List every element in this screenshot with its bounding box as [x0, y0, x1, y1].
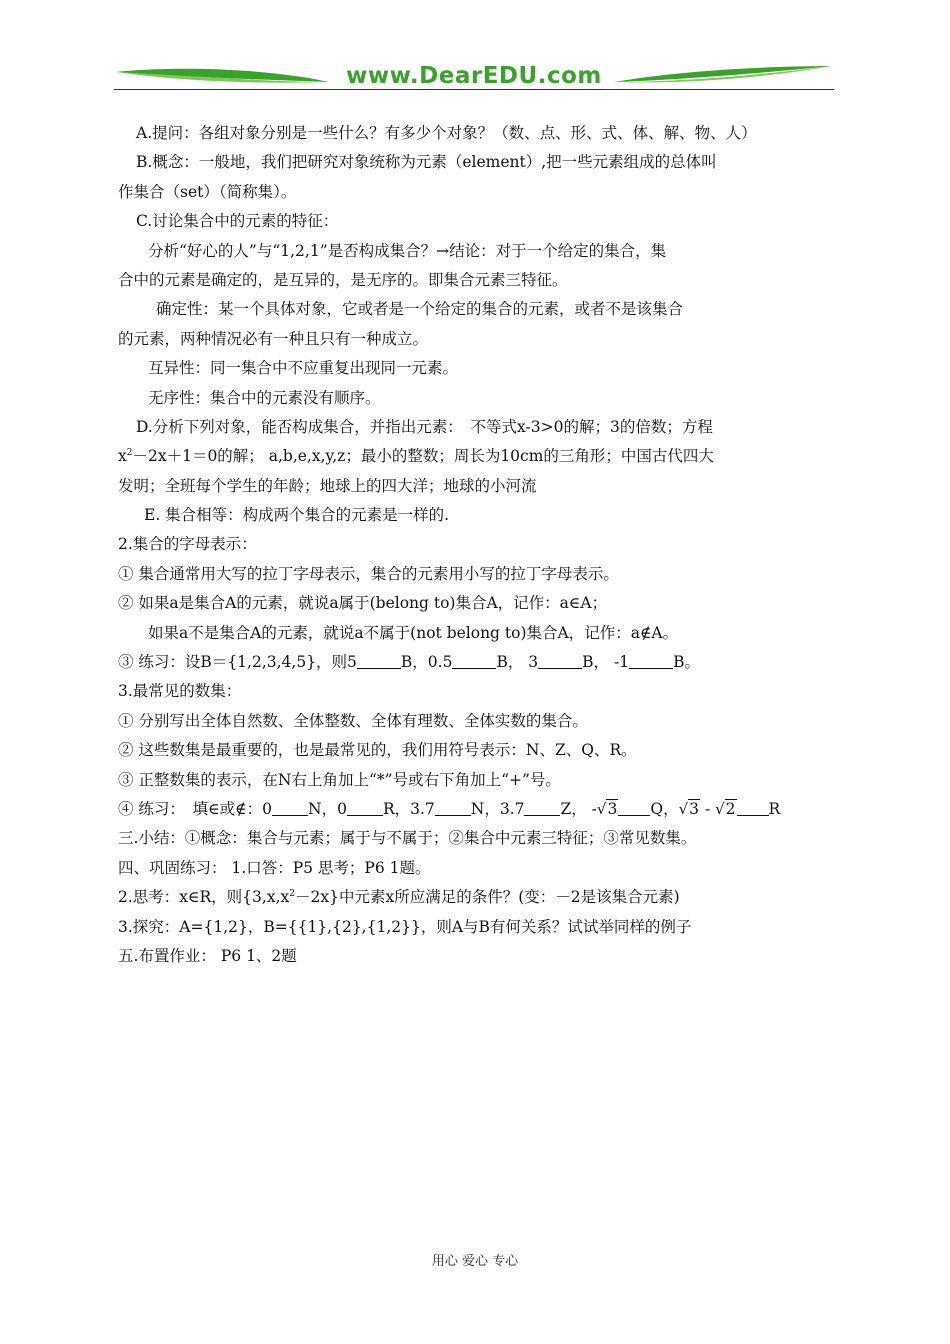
text-line: 分析“好心的人”与“1,2,1”是否构成集合？→结论：对于一个给定的集合，集 — [148, 241, 667, 260]
text-line: 如果a不是集合A的元素，就说a不属于(not belong to)集合A，记作：a∉A。 — [148, 623, 679, 642]
text-span: Q， — [650, 799, 679, 818]
text-line-equation — [118, 442, 834, 471]
text-line: 互异性：同一集合中不应重复出现同一元素。 — [148, 359, 459, 378]
text-span: R — [768, 799, 781, 818]
text-span: ③ 练习：设B＝{1,2,3,4,5}，则5 — [118, 653, 357, 672]
text-span: 2.思考：x∈R，则{3,x,x — [118, 888, 290, 907]
text-line: 作集合（set）（简称集）。 — [118, 182, 297, 201]
document-body — [118, 119, 834, 971]
answer-blank[interactable] — [357, 653, 401, 669]
superscript: 2 — [126, 448, 133, 459]
answer-blank[interactable] — [272, 800, 308, 816]
exercise-line — [118, 795, 834, 824]
answer-blank[interactable] — [347, 800, 383, 816]
answer-blank[interactable] — [629, 653, 673, 669]
page-footer: 用心 爱心 专心 — [431, 1254, 519, 1269]
superscript: 2 — [289, 889, 295, 900]
math-var: x — [118, 447, 127, 466]
text-line: ② 如果a是集合A的元素，就说a属于(belong to)集合A，记作：a∈A； — [118, 594, 608, 613]
text-span: N，3.7 — [470, 799, 525, 818]
text-span: Z， - — [560, 799, 597, 818]
sqrt-radicand: 3 — [607, 799, 618, 818]
sqrt-symbol: √2 — [715, 799, 736, 818]
text-span: B， 3 — [496, 653, 539, 672]
sqrt-radicand: 3 — [689, 799, 700, 818]
text-line: D.分析下列对象，能否构成集合，并指出元素： 不等式x-3>0的解；3的倍数；方程 — [136, 417, 713, 436]
sqrt-radicand: 2 — [725, 799, 736, 818]
section-heading: 2.集合的字母表示： — [118, 535, 257, 554]
answer-blank[interactable] — [435, 800, 471, 816]
site-brand-text[interactable]: www.DearEDU.com — [346, 63, 602, 89]
answer-blank[interactable] — [538, 653, 582, 669]
text-span: N，0 — [308, 799, 347, 818]
answer-blank[interactable] — [524, 800, 560, 816]
answer-blank[interactable] — [737, 800, 769, 816]
text-line: ③ 正整数集的表示，在N右上角加上“*”号或右下角加上“+”号。 — [118, 770, 561, 789]
text-line: E. 集合相等：构成两个集合的元素是一样的. — [144, 506, 450, 525]
text-line: 的元素，两种情况必有一种且只有一种成立。 — [118, 329, 429, 348]
text-span: R，3.7 — [382, 799, 435, 818]
text-line: 五.布置作业： P6 1、2题 — [118, 946, 297, 965]
header-divider — [114, 89, 834, 90]
text-line: 三.小结：①概念：集合与元素；属于与不属于；②集合中元素三特征；③常见数集。 — [118, 829, 697, 848]
sqrt-symbol: √3 — [678, 799, 700, 818]
answer-blank[interactable] — [618, 800, 650, 816]
text-span: －2x}中元素x所应满足的条件？(变：－2是该集合元素) — [294, 888, 680, 907]
text-line: 四、巩固练习： 1.口答：P5 思考；P6 1题。 — [118, 858, 431, 877]
text-line: A.提问：各组对象分别是一些什么？有多少个对象？（数、点、形、式、体、解、物、人） — [136, 124, 757, 142]
text-line: 发明；全班每个学生的年龄；地球上的四大洋；地球的小河流 — [118, 476, 537, 495]
text-span: B，0.5 — [400, 653, 453, 672]
text-line: ② 这些数集是最重要的，也是最常见的，我们用符号表示：N、Z、Q、R。 — [118, 741, 637, 760]
text-span: ④ 练习： 填∈或∉：0 — [118, 799, 272, 818]
answer-blank[interactable] — [452, 653, 496, 669]
text-line: 3.探究：A={1,2}，B={{1},{2},{1,2}}，则A与B有何关系？试试举同样的例子 — [118, 917, 692, 936]
text-line: 无序性：集合中的元素没有顺序。 — [148, 388, 381, 407]
text-line: ① 集合通常用大写的拉丁字母表示，集合的元素用小写的拉丁字母表示。 — [118, 564, 619, 583]
sqrt-symbol: √3 — [596, 799, 618, 818]
text-span: －2x＋1＝0的解； a,b,e,x,y,z；最小的整数；周长为10cm的三角形；中国古代四大 — [132, 447, 714, 466]
text-line: ① 分别写出全体自然数、全体整数、全体有理数、全体实数的集合。 — [118, 711, 588, 730]
section-heading: 3.最常见的数集： — [118, 682, 242, 701]
text-line: 合中的元素是确定的，是互异的，是无序的。即集合元素三特征。 — [118, 270, 568, 289]
text-span: B， -1 — [582, 653, 630, 672]
text-span: B。 — [673, 653, 700, 672]
exercise-line — [118, 648, 834, 677]
text-line: C.讨论集合中的元素的特征： — [136, 212, 339, 231]
minus-sign: - — [700, 799, 716, 818]
text-line: 确定性：某一个具体对象，它或者是一个给定的集合的元素，或者不是该集合 — [156, 300, 684, 319]
text-line: B.概念：一般地，我们把研究对象统称为元素（element）,把一些元素组成的总体叫 — [136, 153, 717, 172]
text-line-equation — [118, 883, 834, 912]
